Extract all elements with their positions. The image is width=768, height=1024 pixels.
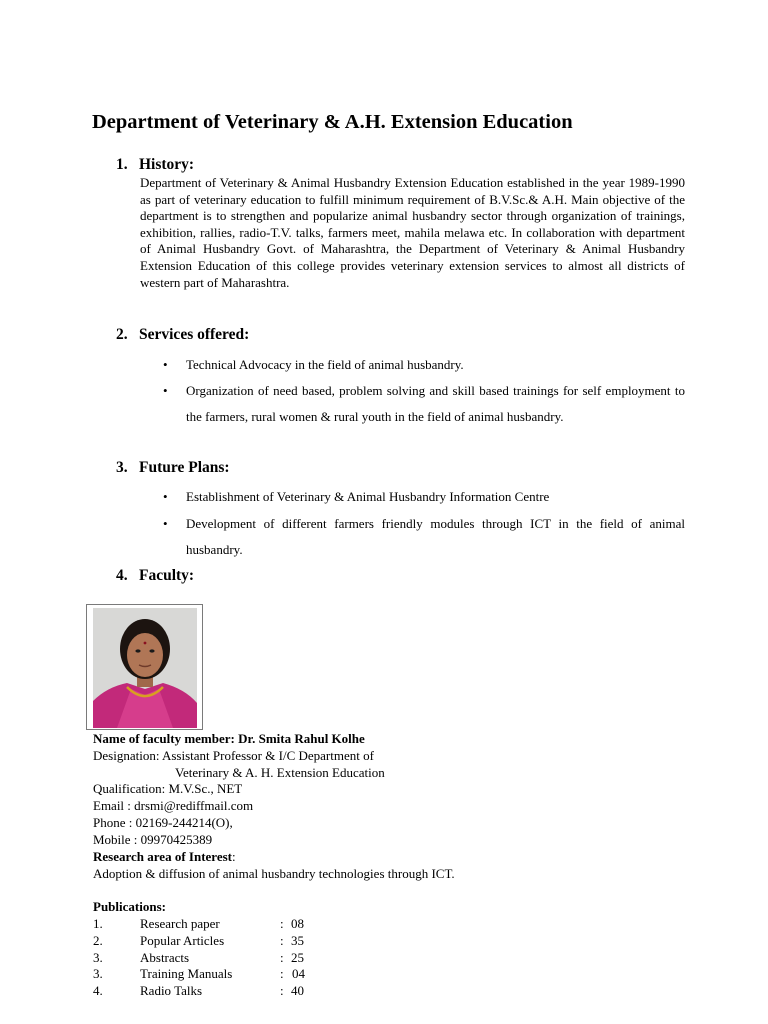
bullet-icon: • <box>163 383 168 398</box>
section-number: 4. <box>116 567 128 584</box>
pub-separator: : <box>280 983 284 998</box>
pub-number: 1. <box>93 916 103 931</box>
section-heading: Future Plans: <box>139 459 230 476</box>
research-area-heading <box>93 849 236 866</box>
faculty-portrait-image <box>87 605 203 730</box>
bullet-icon: • <box>163 357 168 372</box>
pub-count: 35 <box>291 933 304 948</box>
faculty-photo <box>86 604 203 730</box>
section-heading: History: <box>139 156 195 173</box>
pub-separator: : <box>280 916 284 931</box>
pub-number: 2. <box>93 933 103 948</box>
pub-separator: : <box>280 950 284 965</box>
section-number: 1. <box>116 156 128 173</box>
pub-count: 25 <box>291 950 304 965</box>
pub-label: Training Manuals <box>140 966 233 981</box>
pub-label: Research paper <box>140 916 220 931</box>
research-area-label: Research area of Interest <box>93 849 232 864</box>
phone: Phone : 02169-244214(O), <box>93 815 233 830</box>
section-number: 2. <box>116 326 128 343</box>
qualification: Qualification: M.V.Sc., NET <box>93 781 243 796</box>
designation-label: Designation: <box>93 748 160 763</box>
bullet-icon: • <box>163 516 168 531</box>
pub-number: 3. <box>93 950 103 965</box>
section-number: 3. <box>116 459 128 476</box>
history-paragraph: Department of Veterinary & Animal Husbandry Extension Education established in the year 1989-1990 as part of veterinary education to fulfill minimum requirement of B.V.Sc.& A.H. Main objective of the department is to strengthen and popularize animal husbandry sector through organization of trainings, exhibition, rallies, radio-T.V. talks, farmers meet, mahila melawa etc. In collaboration with department of Animal Husbandry Govt. of Maharashtra, the Department of Veterinary & Animal Husbandry Extension Education of this college provides veterinary extension services to almost all districts of western part of Maharashtra. <box>140 175 685 290</box>
pub-separator: : <box>280 933 284 948</box>
designation-line <box>93 748 374 765</box>
pub-separator: : <box>280 966 284 981</box>
list-item <box>163 484 685 510</box>
designation-value: Assistant Professor & I/C Department of <box>161 748 374 763</box>
section-future-plans-heading <box>116 459 230 477</box>
section-faculty-heading <box>116 567 194 585</box>
designation-continuation: Veterinary & A. H. Extension Education <box>175 765 385 780</box>
faculty-name-label: Name of faculty member: <box>93 731 235 746</box>
publications-heading: Publications: <box>93 899 166 914</box>
section-history-heading <box>116 156 194 174</box>
mobile: Mobile : 09970425389 <box>93 832 213 847</box>
list-item <box>163 511 685 562</box>
pub-label: Abstracts <box>140 950 190 965</box>
pub-number: 3. <box>93 966 103 981</box>
list-item <box>163 352 685 378</box>
list-item <box>163 378 685 429</box>
section-heading: Services offered: <box>139 326 250 343</box>
list-item-text: Technical Advocacy in the field of animal husbandry. <box>186 357 464 372</box>
pub-count: 08 <box>291 916 304 931</box>
list-item-text: Organization of need based, problem solving and skill based trainings for self employment to the farmers, rural women & rural youth in the field of animal husbandry. <box>186 383 685 424</box>
page-title: Department of Veterinary & A.H. Extension Education <box>92 111 573 133</box>
pub-count: 04 <box>292 966 305 981</box>
email: Email : drsmi@rediffmail.com <box>93 798 254 813</box>
list-item-text: Development of different farmers friendly modules through ICT in the field of animal husbandry. <box>186 516 685 557</box>
pub-label: Radio Talks <box>140 983 203 998</box>
faculty-name: Dr. Smita Rahul Kolhe <box>238 731 365 746</box>
bullet-icon: • <box>163 489 168 504</box>
list-item-text: Establishment of Veterinary & Animal Husbandry Information Centre <box>186 489 550 504</box>
pub-count: 40 <box>291 983 304 998</box>
research-area-value: Adoption & diffusion of animal husbandry technologies through ICT. <box>93 866 455 881</box>
section-services-heading <box>116 326 249 344</box>
research-area-colon: : <box>232 849 236 864</box>
faculty-name-line <box>93 731 365 748</box>
pub-number: 4. <box>93 983 103 998</box>
section-heading: Faculty: <box>139 567 195 584</box>
pub-label: Popular Articles <box>140 933 225 948</box>
